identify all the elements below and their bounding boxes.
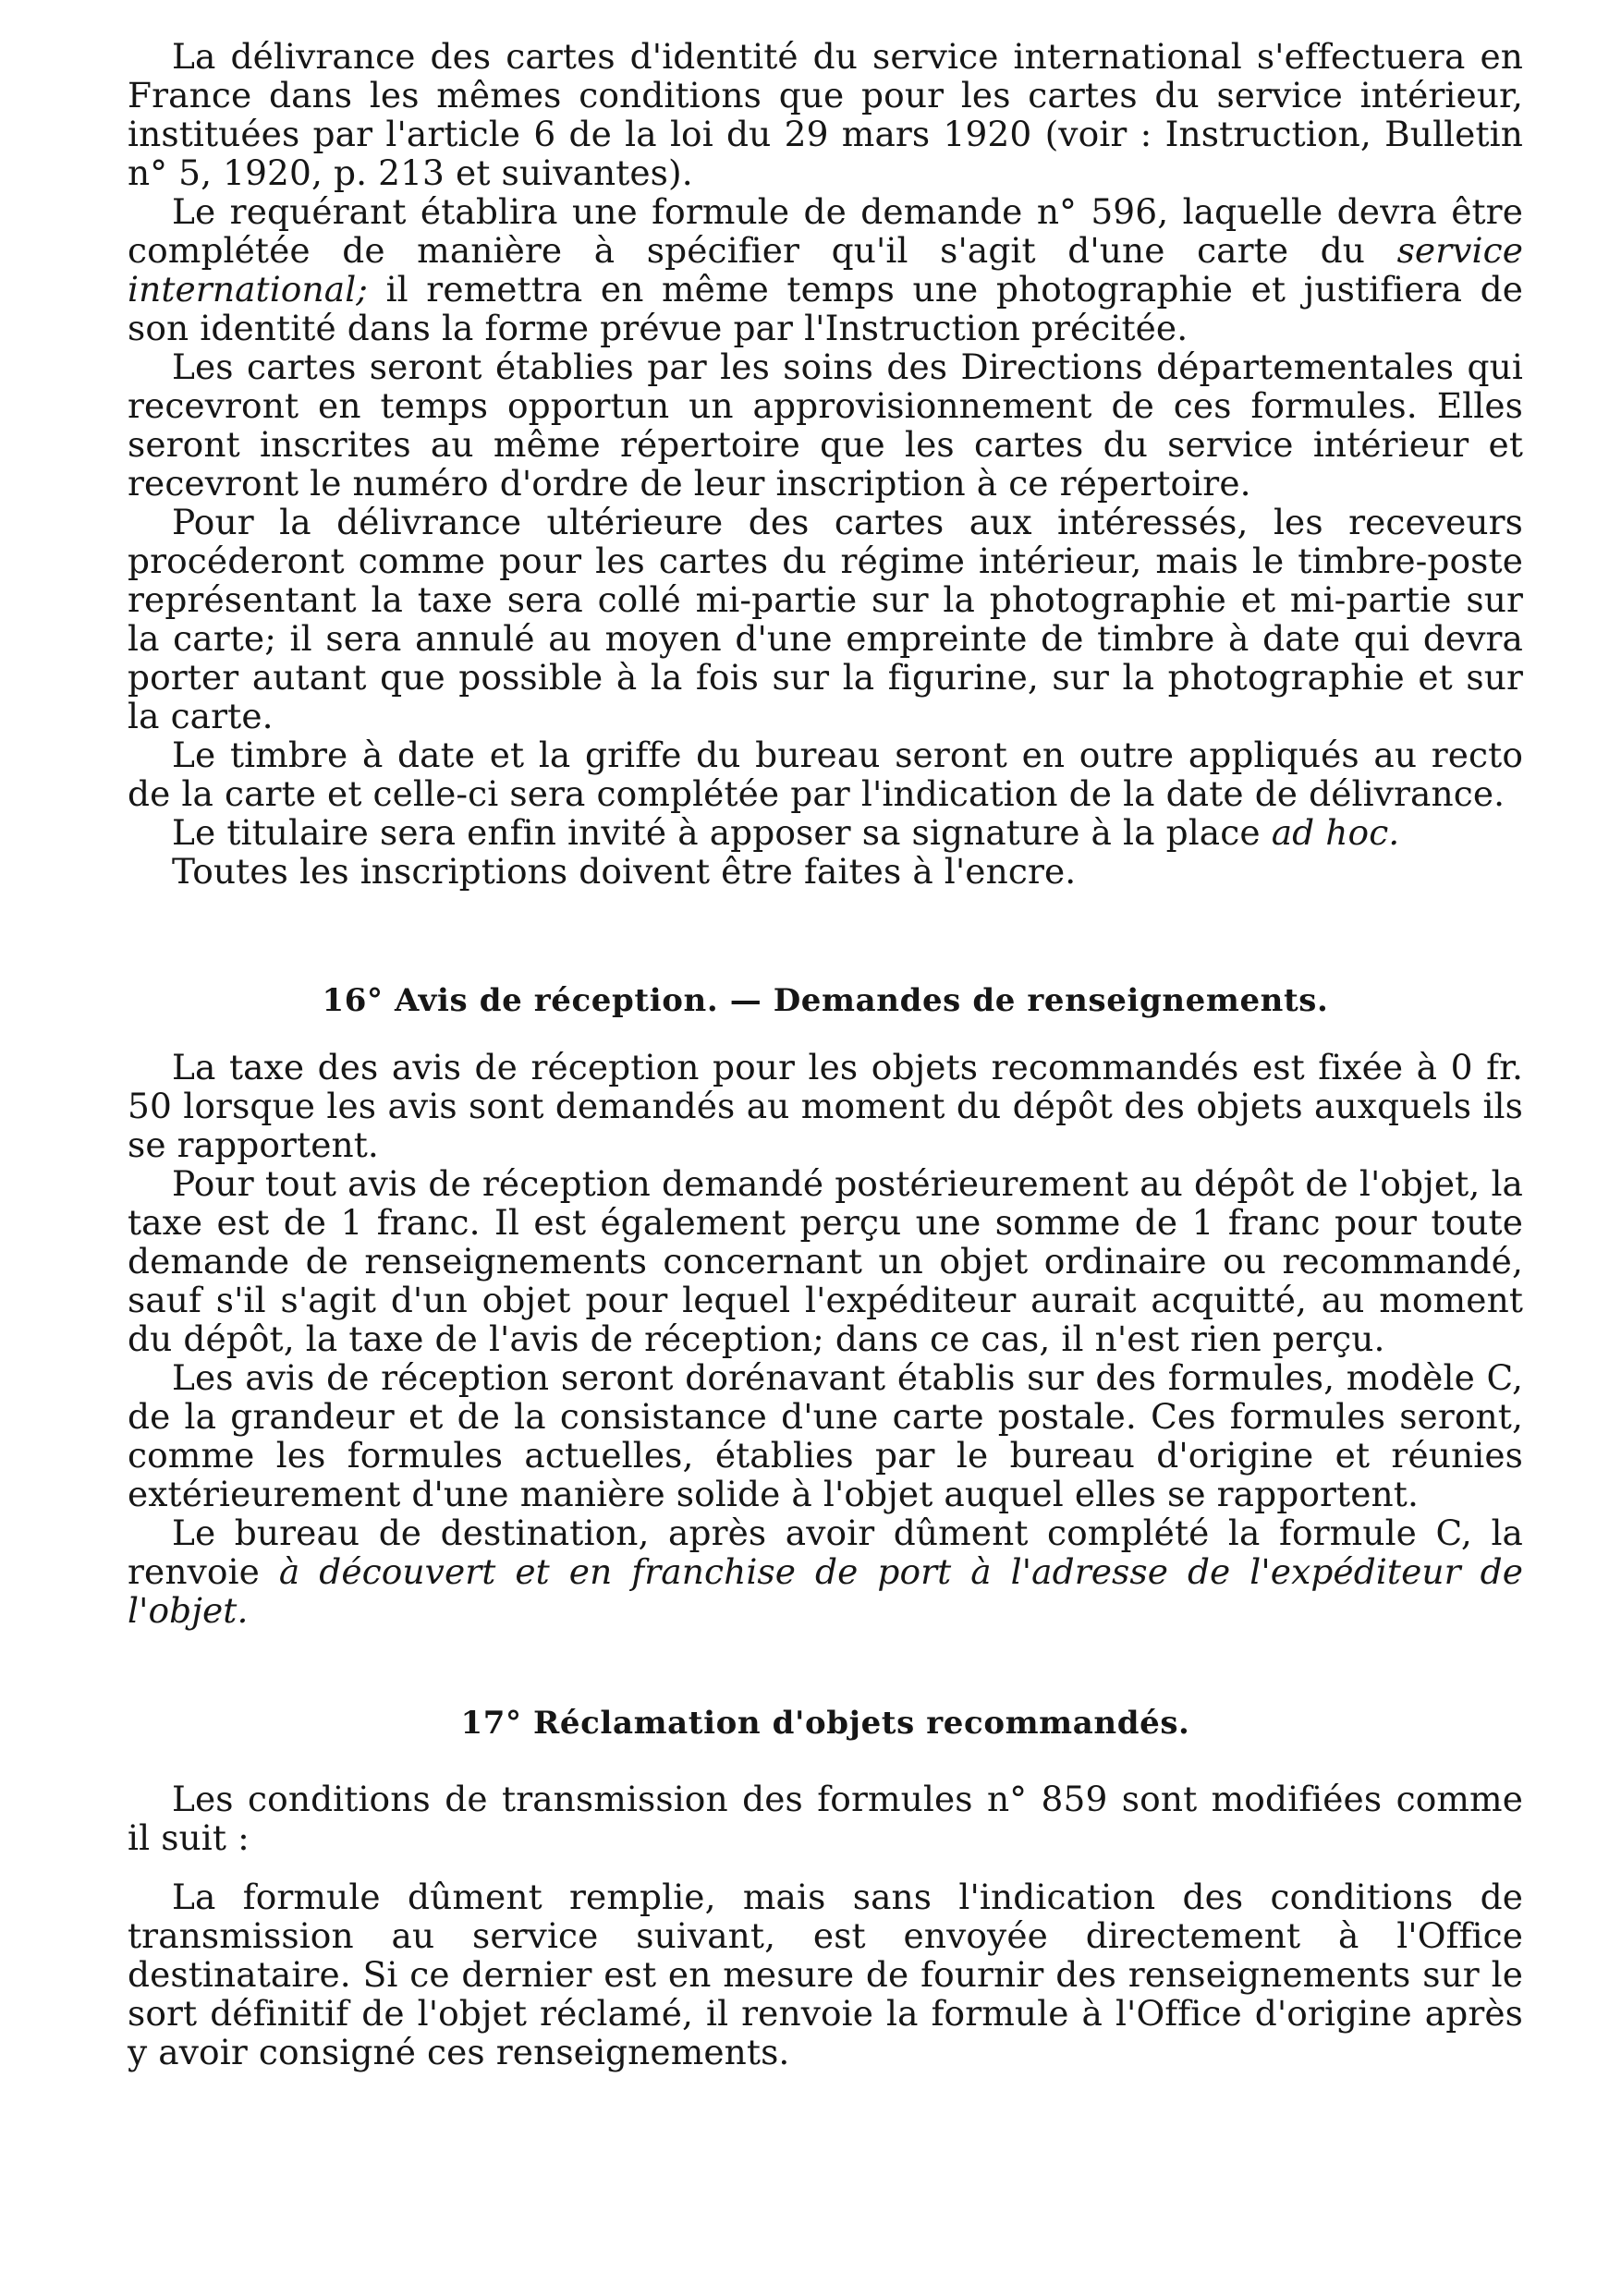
paragraph-later-receipt-request: Pour tout avis de réception demandé postérieurement au dépôt de l'objet, la taxe est de 1 franc. Il est également perçu une somme de 1 franc pour toute demande de renseignements concernant un objet ordinaire ou recommandé, sauf s'il s'agit d'un objet pour lequel l'expéditeur aurait acquitté, au moment du dépôt, la taxe de l'avis de réception; dans ce cas, il n'est rien perçu. (128, 1163, 1523, 1359)
spacer (128, 891, 1523, 981)
paragraph-destination-office (128, 1513, 1523, 1630)
spacer (128, 1857, 1523, 1877)
document-page (128, 37, 1523, 2071)
paragraph-model-c-forms: Les avis de réception seront dorénavant établis sur des formules, modèle C, de la grandeur et de la consistance d'une carte postale. Ces formules seront, comme les formules actuelles, établies par le bureau d'origine et réunies extérieurement d'une manière solide à l'objet auquel elles se rapportent. (128, 1357, 1523, 1514)
italic-text-run: service international; (128, 230, 1523, 310)
paragraph-form-sent-directly: La formule dûment remplie, mais sans l'indication des conditions de transmission au service suivant, est envoyée directement à l'Office destinataire. Si ce dernier est en mesure de fournir des renseignements sur le sort définitif de l'objet réclamé, il renvoie la formule à l'Office d'origine après y avoir consigné ces renseignements. (128, 1877, 1523, 2072)
text-run: Le titulaire sera enfin invité à apposer sa signature à la place (172, 812, 1272, 853)
section-heading-17: 17° Réclamation d'objets recommandés. (460, 1705, 1190, 1742)
paragraph-receipt-fee: La taxe des avis de réception pour les objets recommandés est fixée à 0 fr. 50 lorsque les avis sont demandés au moment du dépôt des objets auxquels ils se rapportent. (128, 1047, 1523, 1165)
italic-text-run: ad hoc. (1271, 812, 1400, 853)
italic-text-run: à découvert et en franchise de port à l'adresse de l'expéditeur de l'objet. (128, 1551, 1523, 1631)
paragraph-date-stamp: Le timbre à date et la griffe du bureau seront en outre appliqués au recto de la carte et celle-ci sera complétée par l'indication de la date de délivrance. (128, 735, 1523, 814)
paragraph-cards-established: Les cartes seront établies par les soins des Directions départementales qui recevront en temps opportun un approvisionnement de ces formules. Elles seront inscrites au même répertoire que les cartes du service intérieur et recevront le numéro d'ordre de leur inscription à ce répertoire. (128, 346, 1523, 504)
spacer (128, 1020, 1523, 1048)
text-run: Le bureau de destination, après avoir dûment complété la formule C, la renvoie (128, 1512, 1523, 1592)
paragraph-identity-cards-delivery: La délivrance des cartes d'identité du service international s'effectuera en France dans les mêmes conditions que pour les cartes du service intérieur, instituées par l'article 6 de la loi du 29 mars 1920 (voir : Instruction, Bulletin n° 5, 1920, p. 213 et suivantes). (128, 36, 1523, 193)
spacer (128, 1743, 1523, 1780)
paragraph-signature (128, 813, 1523, 852)
paragraph-transmission-conditions: Les conditions de transmission des formules n° 859 sont modifiées comme il suit : (128, 1779, 1523, 1858)
spacer (128, 1630, 1523, 1704)
text-run: Le requérant établira une formule de demande n° 596, laquelle devra être complétée de manière à spécifier qu'il s'agit d'une carte du (128, 191, 1523, 271)
paragraph-later-delivery: Pour la délivrance ultérieure des cartes aux intéressés, les receveurs procéderont comme pour les cartes du régime intérieur, mais le timbre-poste représentant la taxe sera collé mi-partie sur la photographie et mi-partie sur la carte; il sera annulé au moyen d'une empreinte de timbre à date qui devra porter autant que possible à la fois sur la figurine, sur la photographie et sur la carte. (128, 502, 1523, 736)
section-heading-16: 16° Avis de réception. — Demandes de renseignements. (322, 982, 1329, 1019)
text-run: il remettra en même temps une photographie et justifiera de son identité dans la forme prévue par l'Instruction précitée. (128, 269, 1523, 348)
paragraph-applicant-form (128, 192, 1523, 347)
paragraph-ink: Toutes les inscriptions doivent être faites à l'encre. (172, 851, 1077, 892)
